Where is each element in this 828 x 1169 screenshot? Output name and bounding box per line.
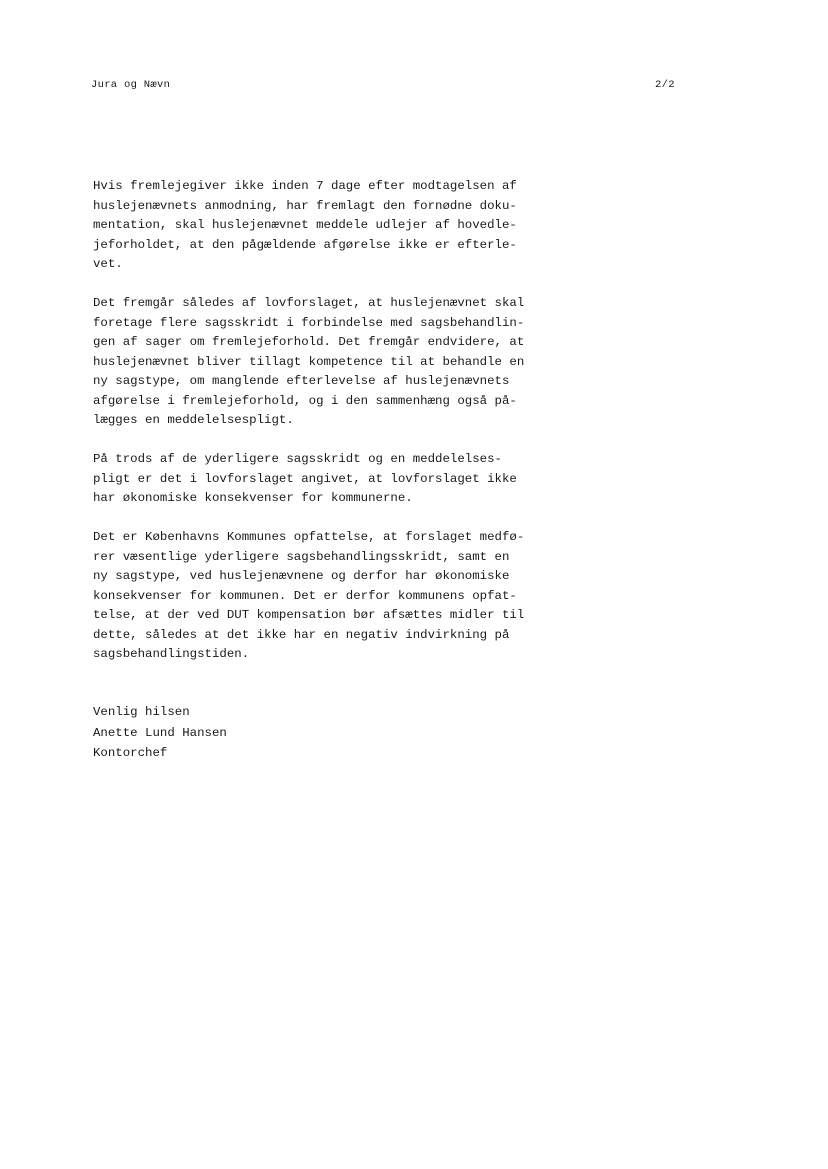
closing-greeting: Venlig hilsen bbox=[93, 705, 190, 719]
text-line: ny sagstype, om manglende efterlevelse af huslejenævnets bbox=[93, 374, 510, 388]
text-line: mentation, skal huslejenævnet meddele udlejer af hovedle- bbox=[93, 218, 517, 232]
paragraph-additional-steps bbox=[93, 294, 573, 431]
text-line: Hvis fremlejegiver ikke inden 7 dage efter modtagelsen af bbox=[93, 179, 517, 193]
text-line: dette, således at det ikke har en negativ indvirkning på bbox=[93, 627, 510, 642]
text-line: gen af sager om fremlejeforhold. Det fremgår endvidere, at bbox=[93, 335, 525, 349]
text-line: sagsbehandlingstiden. bbox=[93, 647, 250, 661]
text-line: ny sagstype, ved huslejenævnene og derfor har økonomiske bbox=[93, 569, 510, 583]
signer-title: Kontorchef bbox=[93, 746, 168, 760]
text-line: afgørelse i fremlejeforhold, og i den sammenhæng også på- bbox=[93, 393, 517, 408]
paragraph-municipality-position bbox=[93, 528, 573, 665]
paragraph-fremleje-deadline bbox=[93, 177, 573, 275]
text-line: jeforholdet, at den pågældende afgørelse ikke er efterle- bbox=[93, 237, 517, 252]
paragraph-economic-consequences bbox=[93, 450, 573, 509]
text-line: huslejenævnets anmodning, har fremlagt den fornødne doku- bbox=[93, 198, 517, 213]
header-department: Jura og Nævn bbox=[91, 79, 171, 91]
text-line: lægges en meddelelsespligt. bbox=[93, 413, 294, 427]
text-line: pligt er det i lovforslaget angivet, at lovforslaget ikke bbox=[93, 471, 517, 486]
text-line: Det er Københavns Kommunes opfattelse, at forslaget medfø- bbox=[93, 530, 525, 544]
text-line: konsekvenser for kommunen. Det er derfor kommunens opfat- bbox=[93, 588, 517, 603]
text-line: telse, at der ved DUT kompensation bør afsættes midler til bbox=[93, 608, 525, 622]
text-line: har økonomiske konsekvenser for kommunerne. bbox=[93, 491, 413, 505]
text-line: vet. bbox=[93, 257, 123, 271]
letter-body bbox=[93, 177, 573, 684]
signature-block bbox=[93, 702, 227, 764]
text-line: Det fremgår således af lovforslaget, at huslejenævnet skal bbox=[93, 296, 525, 310]
header-page-number: 2/2 bbox=[655, 79, 675, 91]
text-line: huslejenævnet bliver tillagt kompetence til at behandle en bbox=[93, 354, 525, 369]
signer-name: Anette Lund Hansen bbox=[93, 725, 227, 740]
text-line: rer væsentlige yderligere sagsbehandlingsskridt, samt en bbox=[93, 549, 510, 564]
text-line: foretage flere sagsskridt i forbindelse med sagsbehandlin- bbox=[93, 315, 525, 330]
text-line: På trods af de yderligere sagsskridt og en meddelelses- bbox=[93, 452, 502, 466]
